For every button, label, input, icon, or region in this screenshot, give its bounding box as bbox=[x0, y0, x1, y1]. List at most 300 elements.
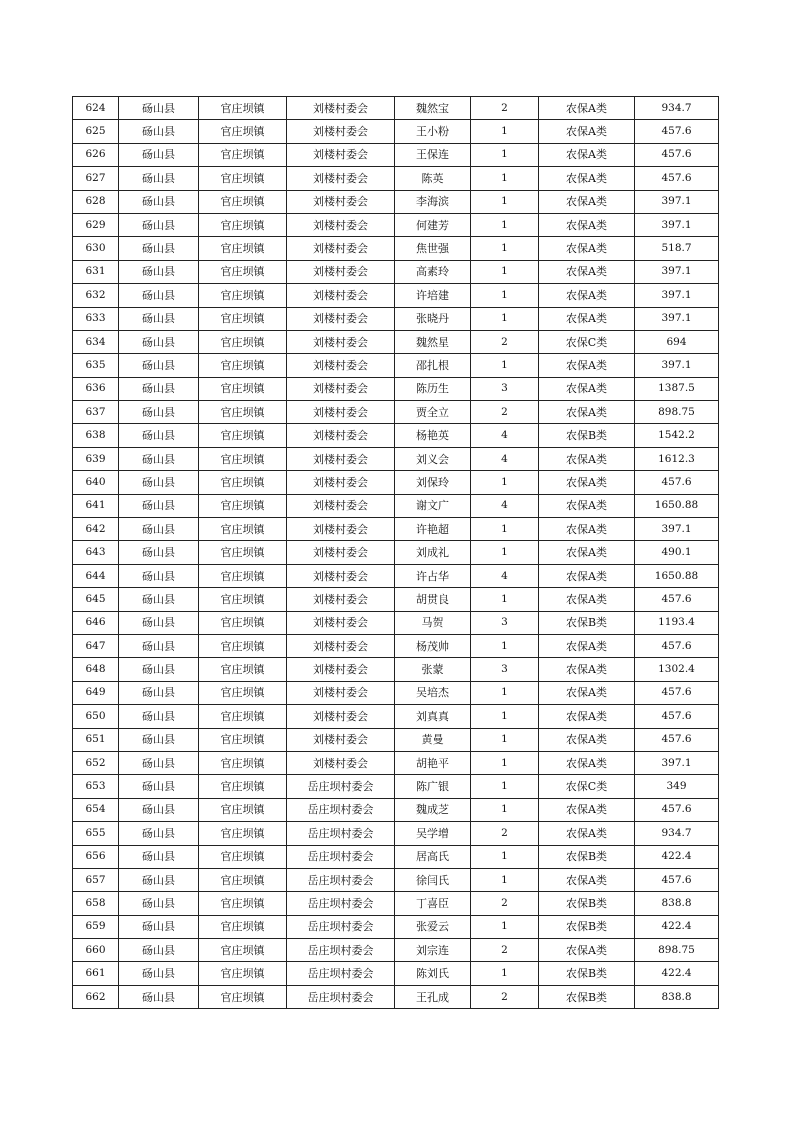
category-cell: 农保A类 bbox=[539, 541, 635, 564]
name-cell: 焦世强 bbox=[395, 237, 471, 260]
county-cell: 砀山县 bbox=[119, 401, 199, 424]
county-cell: 砀山县 bbox=[119, 845, 199, 868]
name-cell: 黄曼 bbox=[395, 728, 471, 751]
amount-cell: 397.1 bbox=[635, 213, 719, 236]
table-row bbox=[73, 681, 719, 704]
name-cell: 吴培杰 bbox=[395, 681, 471, 704]
table-row bbox=[73, 751, 719, 774]
county-cell: 砀山县 bbox=[119, 120, 199, 143]
table-row bbox=[73, 705, 719, 728]
row-number: 650 bbox=[73, 705, 119, 728]
village-committee-cell: 刘楼村委会 bbox=[287, 518, 395, 541]
row-number: 658 bbox=[73, 892, 119, 915]
village-committee-cell: 刘楼村委会 bbox=[287, 541, 395, 564]
county-cell: 砀山县 bbox=[119, 775, 199, 798]
row-number: 656 bbox=[73, 845, 119, 868]
name-cell: 胡艳平 bbox=[395, 751, 471, 774]
row-number: 632 bbox=[73, 284, 119, 307]
town-cell: 官庄坝镇 bbox=[199, 377, 287, 400]
table-row bbox=[73, 97, 719, 120]
town-cell: 官庄坝镇 bbox=[199, 775, 287, 798]
name-cell: 马贺 bbox=[395, 611, 471, 634]
village-committee-cell: 刘楼村委会 bbox=[287, 424, 395, 447]
town-cell: 官庄坝镇 bbox=[199, 354, 287, 377]
household-size-cell: 3 bbox=[471, 611, 539, 634]
household-size-cell: 1 bbox=[471, 541, 539, 564]
household-size-cell: 1 bbox=[471, 915, 539, 938]
name-cell: 李海滨 bbox=[395, 190, 471, 213]
category-cell: 农保B类 bbox=[539, 845, 635, 868]
name-cell: 谢文广 bbox=[395, 494, 471, 517]
row-number: 652 bbox=[73, 751, 119, 774]
amount-cell: 838.8 bbox=[635, 985, 719, 1008]
name-cell: 王孔成 bbox=[395, 985, 471, 1008]
town-cell: 官庄坝镇 bbox=[199, 97, 287, 120]
town-cell: 官庄坝镇 bbox=[199, 307, 287, 330]
village-committee-cell: 刘楼村委会 bbox=[287, 167, 395, 190]
amount-cell: 1193.4 bbox=[635, 611, 719, 634]
category-cell: 农保A类 bbox=[539, 939, 635, 962]
village-committee-cell: 刘楼村委会 bbox=[287, 260, 395, 283]
amount-cell: 1387.5 bbox=[635, 377, 719, 400]
county-cell: 砀山县 bbox=[119, 798, 199, 821]
category-cell: 农保A类 bbox=[539, 354, 635, 377]
row-number: 626 bbox=[73, 143, 119, 166]
village-committee-cell: 岳庄坝村委会 bbox=[287, 845, 395, 868]
category-cell: 农保B类 bbox=[539, 915, 635, 938]
table-row bbox=[73, 868, 719, 891]
name-cell: 刘宗连 bbox=[395, 939, 471, 962]
table-row bbox=[73, 564, 719, 587]
category-cell: 农保A类 bbox=[539, 518, 635, 541]
amount-cell: 457.6 bbox=[635, 471, 719, 494]
name-cell: 刘真真 bbox=[395, 705, 471, 728]
category-cell: 农保C类 bbox=[539, 330, 635, 353]
table-row bbox=[73, 892, 719, 915]
amount-cell: 934.7 bbox=[635, 97, 719, 120]
row-number: 649 bbox=[73, 681, 119, 704]
name-cell: 魏然星 bbox=[395, 330, 471, 353]
row-number: 625 bbox=[73, 120, 119, 143]
row-number: 638 bbox=[73, 424, 119, 447]
amount-cell: 1302.4 bbox=[635, 658, 719, 681]
village-committee-cell: 岳庄坝村委会 bbox=[287, 915, 395, 938]
row-number: 653 bbox=[73, 775, 119, 798]
household-size-cell: 2 bbox=[471, 892, 539, 915]
name-cell: 邵扎根 bbox=[395, 354, 471, 377]
household-size-cell: 1 bbox=[471, 798, 539, 821]
name-cell: 许艳超 bbox=[395, 518, 471, 541]
county-cell: 砀山县 bbox=[119, 868, 199, 891]
name-cell: 许占华 bbox=[395, 564, 471, 587]
county-cell: 砀山县 bbox=[119, 751, 199, 774]
county-cell: 砀山县 bbox=[119, 471, 199, 494]
row-number: 655 bbox=[73, 822, 119, 845]
row-number: 635 bbox=[73, 354, 119, 377]
benefit-roster-table bbox=[72, 96, 719, 1009]
household-size-cell: 1 bbox=[471, 634, 539, 657]
town-cell: 官庄坝镇 bbox=[199, 728, 287, 751]
household-size-cell: 1 bbox=[471, 962, 539, 985]
household-size-cell: 1 bbox=[471, 167, 539, 190]
village-committee-cell: 刘楼村委会 bbox=[287, 611, 395, 634]
category-cell: 农保B类 bbox=[539, 424, 635, 447]
household-size-cell: 1 bbox=[471, 260, 539, 283]
town-cell: 官庄坝镇 bbox=[199, 939, 287, 962]
table-row bbox=[73, 775, 719, 798]
amount-cell: 457.6 bbox=[635, 120, 719, 143]
household-size-cell: 4 bbox=[471, 494, 539, 517]
county-cell: 砀山县 bbox=[119, 588, 199, 611]
household-size-cell: 1 bbox=[471, 190, 539, 213]
county-cell: 砀山县 bbox=[119, 284, 199, 307]
name-cell: 丁喜臣 bbox=[395, 892, 471, 915]
household-size-cell: 1 bbox=[471, 751, 539, 774]
table-row bbox=[73, 167, 719, 190]
category-cell: 农保A类 bbox=[539, 564, 635, 587]
row-number: 634 bbox=[73, 330, 119, 353]
county-cell: 砀山县 bbox=[119, 494, 199, 517]
amount-cell: 898.75 bbox=[635, 939, 719, 962]
household-size-cell: 1 bbox=[471, 471, 539, 494]
village-committee-cell: 岳庄坝村委会 bbox=[287, 822, 395, 845]
village-committee-cell: 刘楼村委会 bbox=[287, 284, 395, 307]
village-committee-cell: 刘楼村委会 bbox=[287, 190, 395, 213]
row-number: 624 bbox=[73, 97, 119, 120]
row-number: 637 bbox=[73, 401, 119, 424]
amount-cell: 457.6 bbox=[635, 705, 719, 728]
table-row bbox=[73, 120, 719, 143]
county-cell: 砀山县 bbox=[119, 962, 199, 985]
household-size-cell: 1 bbox=[471, 728, 539, 751]
category-cell: 农保A类 bbox=[539, 377, 635, 400]
amount-cell: 457.6 bbox=[635, 143, 719, 166]
table-row bbox=[73, 822, 719, 845]
table-row bbox=[73, 845, 719, 868]
household-size-cell: 1 bbox=[471, 284, 539, 307]
town-cell: 官庄坝镇 bbox=[199, 915, 287, 938]
town-cell: 官庄坝镇 bbox=[199, 681, 287, 704]
category-cell: 农保A类 bbox=[539, 213, 635, 236]
name-cell: 张蒙 bbox=[395, 658, 471, 681]
amount-cell: 694 bbox=[635, 330, 719, 353]
county-cell: 砀山县 bbox=[119, 260, 199, 283]
village-committee-cell: 刘楼村委会 bbox=[287, 143, 395, 166]
county-cell: 砀山县 bbox=[119, 541, 199, 564]
household-size-cell: 2 bbox=[471, 985, 539, 1008]
name-cell: 吴学增 bbox=[395, 822, 471, 845]
table-row bbox=[73, 284, 719, 307]
name-cell: 魏成芝 bbox=[395, 798, 471, 821]
village-committee-cell: 刘楼村委会 bbox=[287, 237, 395, 260]
household-size-cell: 1 bbox=[471, 705, 539, 728]
category-cell: 农保A类 bbox=[539, 401, 635, 424]
table-row bbox=[73, 354, 719, 377]
name-cell: 王保连 bbox=[395, 143, 471, 166]
amount-cell: 490.1 bbox=[635, 541, 719, 564]
amount-cell: 457.6 bbox=[635, 868, 719, 891]
household-size-cell: 4 bbox=[471, 447, 539, 470]
household-size-cell: 1 bbox=[471, 775, 539, 798]
town-cell: 官庄坝镇 bbox=[199, 330, 287, 353]
amount-cell: 457.6 bbox=[635, 167, 719, 190]
table-row bbox=[73, 611, 719, 634]
town-cell: 官庄坝镇 bbox=[199, 213, 287, 236]
name-cell: 许培建 bbox=[395, 284, 471, 307]
name-cell: 刘成礼 bbox=[395, 541, 471, 564]
amount-cell: 838.8 bbox=[635, 892, 719, 915]
category-cell: 农保A类 bbox=[539, 494, 635, 517]
row-number: 641 bbox=[73, 494, 119, 517]
table-row bbox=[73, 190, 719, 213]
village-committee-cell: 刘楼村委会 bbox=[287, 471, 395, 494]
category-cell: 农保A类 bbox=[539, 681, 635, 704]
amount-cell: 898.75 bbox=[635, 401, 719, 424]
amount-cell: 397.1 bbox=[635, 518, 719, 541]
county-cell: 砀山县 bbox=[119, 634, 199, 657]
village-committee-cell: 刘楼村委会 bbox=[287, 307, 395, 330]
amount-cell: 518.7 bbox=[635, 237, 719, 260]
amount-cell: 397.1 bbox=[635, 354, 719, 377]
town-cell: 官庄坝镇 bbox=[199, 892, 287, 915]
village-committee-cell: 刘楼村委会 bbox=[287, 213, 395, 236]
village-committee-cell: 刘楼村委会 bbox=[287, 588, 395, 611]
row-number: 628 bbox=[73, 190, 119, 213]
village-committee-cell: 刘楼村委会 bbox=[287, 728, 395, 751]
town-cell: 官庄坝镇 bbox=[199, 751, 287, 774]
amount-cell: 457.6 bbox=[635, 588, 719, 611]
table-row bbox=[73, 658, 719, 681]
name-cell: 刘保玲 bbox=[395, 471, 471, 494]
household-size-cell: 1 bbox=[471, 354, 539, 377]
amount-cell: 457.6 bbox=[635, 681, 719, 704]
name-cell: 居高氏 bbox=[395, 845, 471, 868]
amount-cell: 397.1 bbox=[635, 284, 719, 307]
town-cell: 官庄坝镇 bbox=[199, 634, 287, 657]
category-cell: 农保C类 bbox=[539, 775, 635, 798]
village-committee-cell: 刘楼村委会 bbox=[287, 751, 395, 774]
row-number: 648 bbox=[73, 658, 119, 681]
village-committee-cell: 岳庄坝村委会 bbox=[287, 868, 395, 891]
table-row bbox=[73, 237, 719, 260]
table-row bbox=[73, 541, 719, 564]
county-cell: 砀山县 bbox=[119, 330, 199, 353]
table-row bbox=[73, 518, 719, 541]
row-number: 661 bbox=[73, 962, 119, 985]
row-number: 640 bbox=[73, 471, 119, 494]
village-committee-cell: 刘楼村委会 bbox=[287, 634, 395, 657]
town-cell: 官庄坝镇 bbox=[199, 260, 287, 283]
village-committee-cell: 刘楼村委会 bbox=[287, 354, 395, 377]
table-row bbox=[73, 494, 719, 517]
amount-cell: 457.6 bbox=[635, 728, 719, 751]
county-cell: 砀山县 bbox=[119, 424, 199, 447]
household-size-cell: 1 bbox=[471, 213, 539, 236]
village-committee-cell: 岳庄坝村委会 bbox=[287, 939, 395, 962]
row-number: 660 bbox=[73, 939, 119, 962]
county-cell: 砀山县 bbox=[119, 658, 199, 681]
household-size-cell: 1 bbox=[471, 120, 539, 143]
row-number: 659 bbox=[73, 915, 119, 938]
town-cell: 官庄坝镇 bbox=[199, 541, 287, 564]
village-committee-cell: 刘楼村委会 bbox=[287, 401, 395, 424]
table-row bbox=[73, 939, 719, 962]
name-cell: 张爱云 bbox=[395, 915, 471, 938]
amount-cell: 397.1 bbox=[635, 260, 719, 283]
town-cell: 官庄坝镇 bbox=[199, 588, 287, 611]
category-cell: 农保A类 bbox=[539, 751, 635, 774]
row-number: 636 bbox=[73, 377, 119, 400]
row-number: 627 bbox=[73, 167, 119, 190]
town-cell: 官庄坝镇 bbox=[199, 564, 287, 587]
row-number: 639 bbox=[73, 447, 119, 470]
county-cell: 砀山县 bbox=[119, 939, 199, 962]
village-committee-cell: 刘楼村委会 bbox=[287, 330, 395, 353]
town-cell: 官庄坝镇 bbox=[199, 518, 287, 541]
amount-cell: 934.7 bbox=[635, 822, 719, 845]
county-cell: 砀山县 bbox=[119, 705, 199, 728]
household-size-cell: 3 bbox=[471, 377, 539, 400]
row-number: 654 bbox=[73, 798, 119, 821]
category-cell: 农保B类 bbox=[539, 985, 635, 1008]
county-cell: 砀山县 bbox=[119, 518, 199, 541]
name-cell: 胡贯良 bbox=[395, 588, 471, 611]
town-cell: 官庄坝镇 bbox=[199, 705, 287, 728]
household-size-cell: 2 bbox=[471, 97, 539, 120]
household-size-cell: 1 bbox=[471, 681, 539, 704]
name-cell: 魏然宝 bbox=[395, 97, 471, 120]
village-committee-cell: 刘楼村委会 bbox=[287, 120, 395, 143]
village-committee-cell: 刘楼村委会 bbox=[287, 564, 395, 587]
household-size-cell: 2 bbox=[471, 401, 539, 424]
town-cell: 官庄坝镇 bbox=[199, 868, 287, 891]
table-row bbox=[73, 307, 719, 330]
name-cell: 陈英 bbox=[395, 167, 471, 190]
county-cell: 砀山县 bbox=[119, 892, 199, 915]
name-cell: 陈刘氏 bbox=[395, 962, 471, 985]
row-number: 633 bbox=[73, 307, 119, 330]
household-size-cell: 1 bbox=[471, 868, 539, 891]
category-cell: 农保A类 bbox=[539, 822, 635, 845]
category-cell: 农保A类 bbox=[539, 868, 635, 891]
row-number: 646 bbox=[73, 611, 119, 634]
category-cell: 农保B类 bbox=[539, 892, 635, 915]
county-cell: 砀山县 bbox=[119, 213, 199, 236]
table-body bbox=[73, 97, 719, 1009]
name-cell: 刘义会 bbox=[395, 447, 471, 470]
household-size-cell: 1 bbox=[471, 307, 539, 330]
village-committee-cell: 刘楼村委会 bbox=[287, 658, 395, 681]
table-row bbox=[73, 915, 719, 938]
amount-cell: 422.4 bbox=[635, 845, 719, 868]
table-row bbox=[73, 424, 719, 447]
town-cell: 官庄坝镇 bbox=[199, 284, 287, 307]
table-row bbox=[73, 588, 719, 611]
table-row bbox=[73, 260, 719, 283]
table-row bbox=[73, 798, 719, 821]
county-cell: 砀山县 bbox=[119, 915, 199, 938]
row-number: 657 bbox=[73, 868, 119, 891]
name-cell: 何建芳 bbox=[395, 213, 471, 236]
name-cell: 高素玲 bbox=[395, 260, 471, 283]
town-cell: 官庄坝镇 bbox=[199, 471, 287, 494]
village-committee-cell: 刘楼村委会 bbox=[287, 377, 395, 400]
row-number: 643 bbox=[73, 541, 119, 564]
village-committee-cell: 刘楼村委会 bbox=[287, 97, 395, 120]
household-size-cell: 2 bbox=[471, 939, 539, 962]
row-number: 644 bbox=[73, 564, 119, 587]
village-committee-cell: 岳庄坝村委会 bbox=[287, 775, 395, 798]
household-size-cell: 4 bbox=[471, 564, 539, 587]
town-cell: 官庄坝镇 bbox=[199, 822, 287, 845]
table-row bbox=[73, 447, 719, 470]
table-row bbox=[73, 728, 719, 751]
village-committee-cell: 刘楼村委会 bbox=[287, 681, 395, 704]
county-cell: 砀山县 bbox=[119, 354, 199, 377]
category-cell: 农保A类 bbox=[539, 588, 635, 611]
amount-cell: 1650.88 bbox=[635, 564, 719, 587]
amount-cell: 422.4 bbox=[635, 962, 719, 985]
amount-cell: 1542.2 bbox=[635, 424, 719, 447]
county-cell: 砀山县 bbox=[119, 822, 199, 845]
county-cell: 砀山县 bbox=[119, 97, 199, 120]
town-cell: 官庄坝镇 bbox=[199, 190, 287, 213]
table-row bbox=[73, 471, 719, 494]
category-cell: 农保A类 bbox=[539, 798, 635, 821]
amount-cell: 397.1 bbox=[635, 307, 719, 330]
row-number: 662 bbox=[73, 985, 119, 1008]
village-committee-cell: 刘楼村委会 bbox=[287, 705, 395, 728]
town-cell: 官庄坝镇 bbox=[199, 985, 287, 1008]
county-cell: 砀山县 bbox=[119, 728, 199, 751]
county-cell: 砀山县 bbox=[119, 167, 199, 190]
amount-cell: 397.1 bbox=[635, 190, 719, 213]
county-cell: 砀山县 bbox=[119, 681, 199, 704]
category-cell: 农保A类 bbox=[539, 307, 635, 330]
town-cell: 官庄坝镇 bbox=[199, 845, 287, 868]
town-cell: 官庄坝镇 bbox=[199, 401, 287, 424]
town-cell: 官庄坝镇 bbox=[199, 237, 287, 260]
table-row bbox=[73, 401, 719, 424]
household-size-cell: 1 bbox=[471, 518, 539, 541]
village-committee-cell: 岳庄坝村委会 bbox=[287, 798, 395, 821]
amount-cell: 457.6 bbox=[635, 798, 719, 821]
town-cell: 官庄坝镇 bbox=[199, 798, 287, 821]
name-cell: 徐闫氏 bbox=[395, 868, 471, 891]
county-cell: 砀山县 bbox=[119, 447, 199, 470]
village-committee-cell: 刘楼村委会 bbox=[287, 494, 395, 517]
household-size-cell: 1 bbox=[471, 845, 539, 868]
category-cell: 农保A类 bbox=[539, 471, 635, 494]
row-number: 631 bbox=[73, 260, 119, 283]
amount-cell: 1612.3 bbox=[635, 447, 719, 470]
town-cell: 官庄坝镇 bbox=[199, 658, 287, 681]
category-cell: 农保A类 bbox=[539, 237, 635, 260]
table-row bbox=[73, 634, 719, 657]
household-size-cell: 1 bbox=[471, 237, 539, 260]
town-cell: 官庄坝镇 bbox=[199, 143, 287, 166]
county-cell: 砀山县 bbox=[119, 307, 199, 330]
name-cell: 王小粉 bbox=[395, 120, 471, 143]
household-size-cell: 1 bbox=[471, 143, 539, 166]
village-committee-cell: 岳庄坝村委会 bbox=[287, 892, 395, 915]
category-cell: 农保B类 bbox=[539, 962, 635, 985]
county-cell: 砀山县 bbox=[119, 190, 199, 213]
town-cell: 官庄坝镇 bbox=[199, 120, 287, 143]
household-size-cell: 2 bbox=[471, 822, 539, 845]
amount-cell: 349 bbox=[635, 775, 719, 798]
category-cell: 农保B类 bbox=[539, 611, 635, 634]
